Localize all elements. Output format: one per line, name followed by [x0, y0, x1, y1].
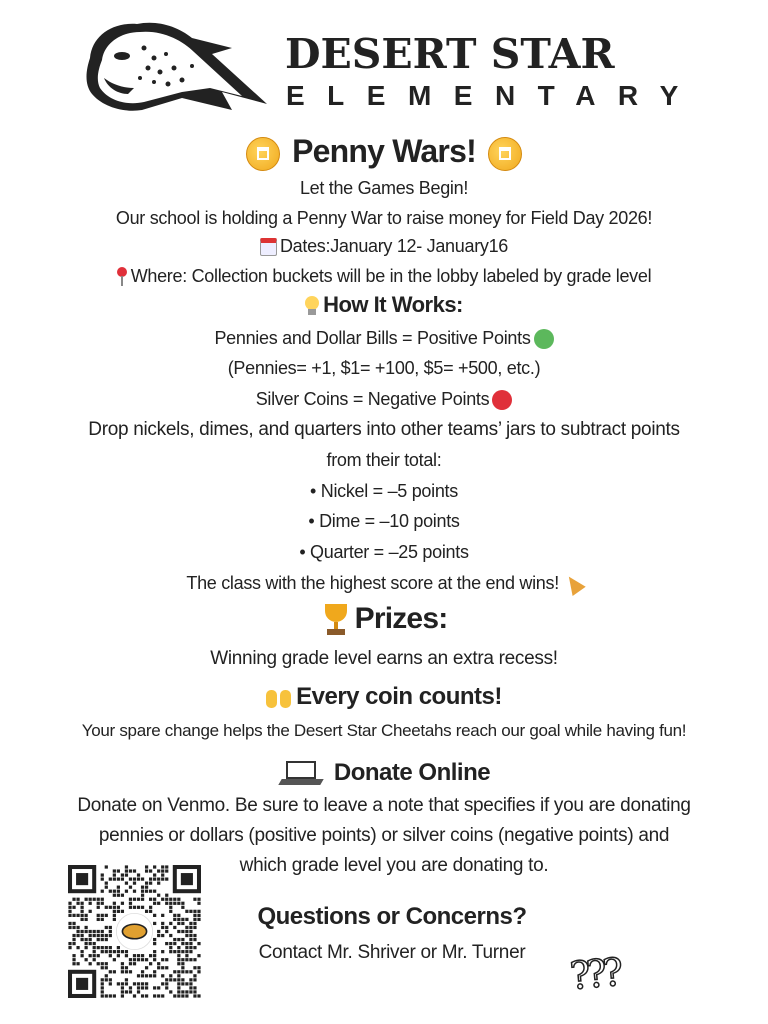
- trophy-icon: [321, 604, 351, 636]
- raised-hands-icon: [266, 686, 294, 710]
- donate-line: pennies or dollars (positive points) or silver coins (negative points) and: [98, 825, 670, 846]
- negative-text: Silver Coins = Negative Points: [255, 389, 490, 409]
- winner-label: The class with the highest score at the end wins!: [186, 573, 559, 593]
- list-item: • Nickel = –5 points: [310, 481, 458, 501]
- list-item: • Quarter = –25 points: [299, 542, 469, 562]
- school-type: ELEMENTARY: [286, 80, 701, 111]
- dates: [0, 234, 768, 258]
- heading-text: How It Works:: [323, 292, 463, 317]
- heading-text: Donate Online: [333, 759, 491, 786]
- green-circle-icon: [534, 329, 554, 349]
- donate-heading: [0, 758, 768, 789]
- positive-points: [0, 326, 768, 350]
- donate-line: Donate on Venmo. Be sure to leave a note that specifies if you are donating: [77, 795, 691, 816]
- every-coin-text: Your spare change helps the Desert Star Cheetahs reach our goal while having fun!: [81, 721, 687, 740]
- school-name: DESERT STAR: [285, 30, 615, 78]
- instructions-cont: from their total:: [326, 450, 442, 470]
- pin-icon: [117, 267, 127, 287]
- coin-icon: [488, 137, 522, 171]
- page-title: [0, 131, 768, 171]
- party-popper-icon: [562, 572, 585, 596]
- cheetah-logo: [82, 18, 268, 114]
- donate-line: which grade level you are donating to.: [239, 855, 549, 876]
- laptop-icon: [278, 759, 324, 789]
- heading-text: Every coin counts!: [296, 683, 502, 710]
- instructions: Drop nickels, dimes, and quarters into other teams’ jars to subtract points: [88, 419, 680, 440]
- heading-text: Prizes:: [354, 602, 448, 635]
- contact-text: Contact Mr. Shriver or Mr. Turner: [258, 942, 526, 963]
- title-text: Penny Wars!: [292, 133, 476, 169]
- lightbulb-icon: [305, 296, 319, 316]
- red-circle-icon: [492, 390, 512, 410]
- negative-points: [0, 387, 768, 411]
- winner-text: [0, 571, 768, 595]
- every-coin-heading: [0, 682, 768, 712]
- prizes-heading: [0, 599, 768, 639]
- how-it-works-heading: [0, 290, 768, 320]
- where: [0, 264, 768, 288]
- positive-values: (Pennies= +1, $1= +100, $5= +500, etc.): [227, 358, 541, 378]
- positive-text: Pennies and Dollar Bills = Positive Points: [214, 328, 531, 348]
- where-text: Where: Collection buckets will be in the lobby labeled by grade level: [130, 266, 652, 286]
- purpose: Our school is holding a Penny War to raise money for Field Day 2026!: [115, 208, 653, 228]
- list-item: • Dime = –10 points: [308, 511, 460, 531]
- questions-heading: Questions or Concerns?: [257, 903, 527, 930]
- calendar-icon: [260, 238, 277, 256]
- dates-text: Dates:January 12- January16: [279, 236, 509, 256]
- question-marks-decoration: ???: [568, 949, 621, 999]
- tagline: Let the Games Begin!: [299, 178, 469, 198]
- coin-icon: [246, 137, 280, 171]
- prizes-text: Winning grade level earns an extra recess!: [210, 648, 558, 669]
